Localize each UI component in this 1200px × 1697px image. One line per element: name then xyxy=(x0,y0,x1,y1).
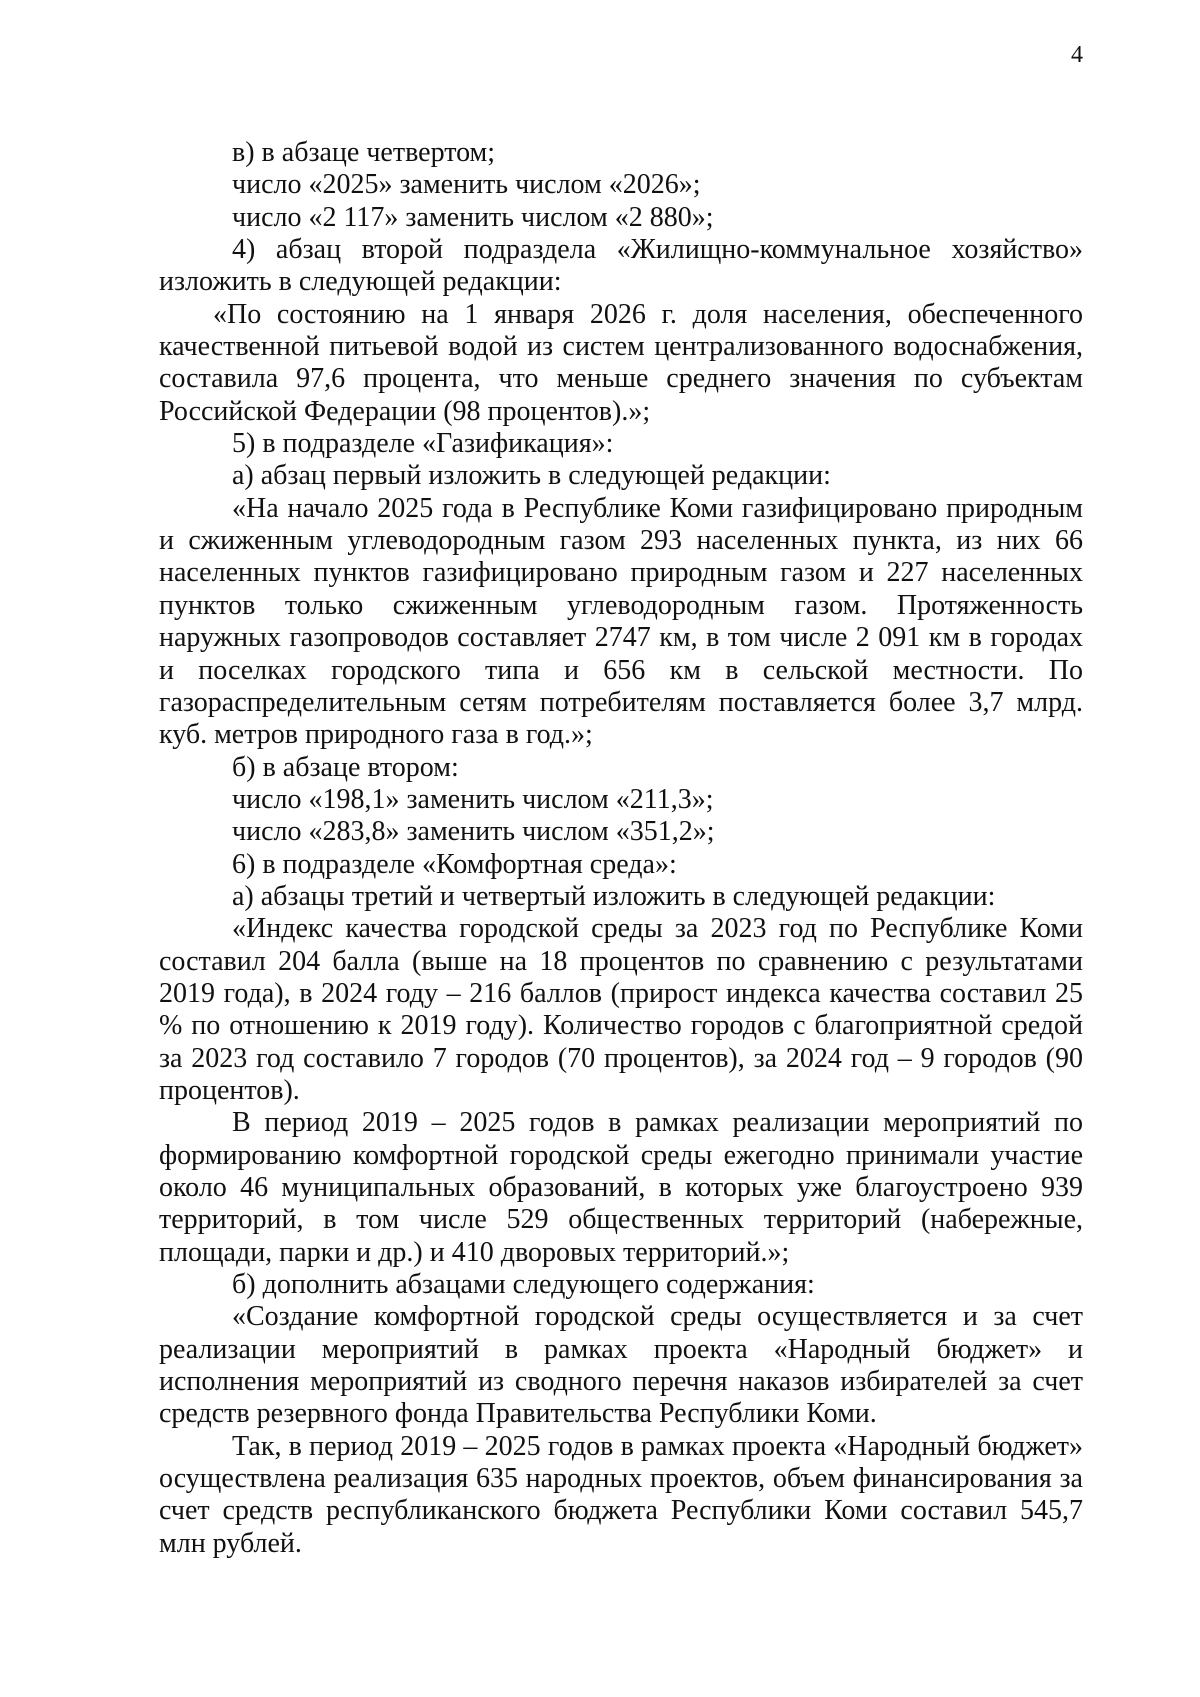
paragraph: б) дополнить абзацами следующего содержания: xyxy=(232,1269,815,1301)
paragraph: число «198,1» заменить числом «211,3»; xyxy=(232,783,714,815)
quoted-paragraph: «Создание комфортной городской среды осуществляется и за счет реализации мероприятий в рамках проекта «Народный бюджет» и исполнения мероприятий из сводного перечня наказов избирателей за счет средств резервного фонда Правительства Республики Коми. xyxy=(159,1301,1083,1430)
quoted-paragraph: «По состоянию на 1 января 2026 г. доля населения, обеспеченного качественной питьевой водой из систем централизованного водоснабжения, составила 97,6 процента, что меньше среднего значения по субъектам Российской Федерации (98 процентов).»; xyxy=(159,298,1083,427)
paragraph: 5) в подразделе «Газификация»: xyxy=(232,428,614,460)
paragraph: а) абзацы третий и четвертый изложить в следующей редакции: xyxy=(232,880,996,912)
paragraph: 4) абзац второй подраздела «Жилищно-коммунальное хозяйство» изложить в следующей редакции: xyxy=(159,234,1083,298)
quoted-paragraph: «На начало 2025 года в Республике Коми газифицировано природным и сжиженным углеводородным газом 293 населенных пункта, из них 66 населенных пунктов газифицировано природным газом и 227 населенных пунктов только сжиженным углеводородным газом. Протяженность наружных газопроводов составляет 2747 км, в том числе 2 091 км в городах и поселках городского типа и 656 км в сельской местности. По газораспределительным сетям потребителям поставляется более 3,7 млрд. куб. метров природного газа в год.»; xyxy=(159,492,1083,751)
paragraph: в) в абзаце четвертом; xyxy=(232,137,496,168)
document-body xyxy=(159,137,1083,1560)
quoted-paragraph: «Индекс качества городской среды за 2023 год по Республике Коми составил 204 балла (выше на 18 процентов по сравнению с результатами 2019 года), в 2024 году – 216 баллов (прирост индекса качества составил 25 % по отношению к 2019 году). Количество городов с благоприятной средой за 2023 год составило 7 городов (70 процентов), за 2024 год – 9 городов (90 процентов). xyxy=(159,913,1083,1106)
paragraph: число «283,8» заменить числом «351,2»; xyxy=(232,816,715,848)
page-number: 4 xyxy=(1071,42,1083,68)
paragraph: Так, в период 2019 – 2025 годов в рамках проекта «Народный бюджет» осуществлена реализация 635 народных проектов, объем финансирования за счет средств республиканского бюджета Республики Коми составил 545,7 млн рублей. xyxy=(159,1430,1083,1559)
paragraph: б) в абзаце втором: xyxy=(232,751,459,783)
paragraph: 6) в подразделе «Комфортная среда»: xyxy=(232,848,677,880)
paragraph: а) абзац первый изложить в следующей редакции: xyxy=(232,460,831,492)
paragraph: число «2025» заменить числом «2026»; xyxy=(232,169,701,201)
paragraph: число «2 117» заменить числом «2 880»; xyxy=(232,201,714,233)
paragraph: В период 2019 – 2025 годов в рамках реализации мероприятий по формированию комфортной городской среды ежегодно принимали участие около 46 муниципальных образований, в которых уже благоустроено 939 территорий, в том числе 529 общественных территорий (набережные, площади, парки и др.) и 410 дворовых территорий.»; xyxy=(159,1107,1083,1268)
